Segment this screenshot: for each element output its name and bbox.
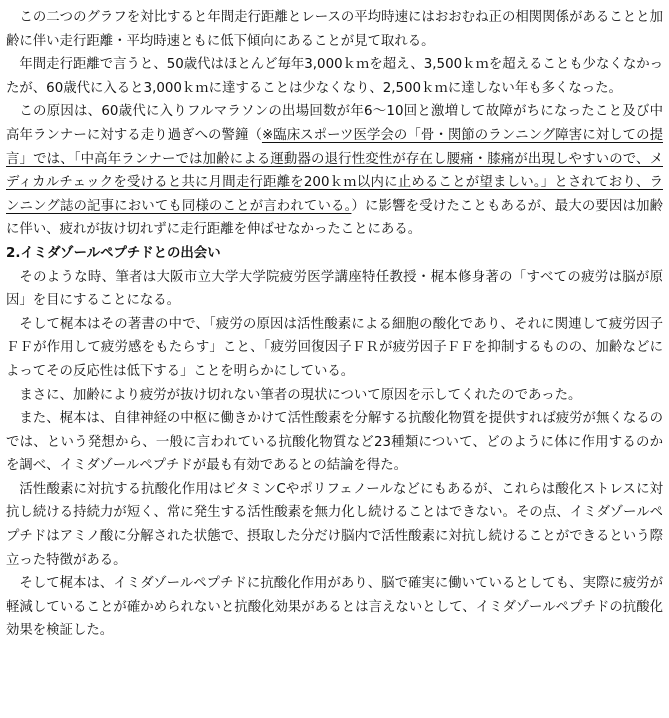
- paragraph-cause: [6, 100, 663, 242]
- paragraph-verification: そして梶本は、イミダゾールペプチドに抗酸化作用があり、脳で確実に働いているとしても、実際に疲労が軽減していることが確かめられないと抗酸化効果があるとは言えないとして、イミダゾールペプチドの抗酸化効果を検証した。: [6, 576, 663, 639]
- cause-text-before: この原因は、60歳代に入りフルマラソンの出場回数が年6～10回と激増して故障がちになったこと及び中高年ランナーに対する走り過ぎへの警鐘（: [6, 104, 663, 143]
- paragraph-graph-comparison: この二つのグラフを対比すると年間走行距離とレースの平均時速にはおおむね正の相関関係があることと加齢に伴い走行距離・平均時速ともに低下傾向にあることが見て取れる。: [6, 10, 663, 49]
- paragraph-imidazole-feature: 活性酸素に対抗する抗酸化作用はビタミンCやポリフェノールなどにもあるが、これらは酸化ストレスに対抗し続ける持続力が短く、常に発生する活性酸素を無力化し続けることはできない。その点、イミダゾールペプチドはアミノ酸に分解された状態で、摂取した分だけ脳内で活性酸素に対抗し続けることができるという際立った特徴がある。: [6, 481, 663, 568]
- paragraph-encounter: そのような時、筆者は大阪市立大学大学院疲労医学講座特任教授・梶本修身著の「すべての疲労は脳が原因」を目にすることになる。: [6, 269, 663, 309]
- paragraph-annual-distance: 年間走行距離で言うと、50歳代はほとんど毎年3,000ｋｍを超え、3,500ｋｍを超えることも少なくなかったが、60歳代に入ると3,000ｋｍに達することは少なくなり、2,500ｋｍに達しない年も多くなった。: [6, 57, 663, 96]
- section-heading: 2.イミダゾールペプチドとの出会い: [6, 245, 221, 261]
- paragraph-fatigue-cause: そして梶本はその著書の中で、「疲労の原因は活性酸素による細胞の酸化であり、それに関連して疲労因子ＦＦが作用して疲労感をもたらす」こと、「疲労回復因子ＦＲが疲労因子ＦＦを抑制するものの、加齢などによってその反応性は低下する」ことを明らかにしている。: [6, 316, 663, 379]
- paragraph-current-state: まさに、加齢により疲労が抜け切れない筆者の現状について原因を示してくれたのであった。: [19, 387, 582, 403]
- cause-text-after: ）に影響を受けたこともあるが、最大の要因は加齢に伴い、疲れが抜け切れずに走行距離を伸ばせなかったことにある。: [6, 198, 664, 238]
- paragraph-antioxidant-study: また、梶本は、自律神経の中枢に働きかけて活性酸素を分解する抗酸化物質を提供すれば疲労が無くなるのでは、という発想から、一般に言われている抗酸化物質など23種類について、どのように体に作用するのかを調べ、イミダゾールペプチドが最も有効であるとの結論を得た。: [6, 411, 663, 474]
- underlined-note: ※臨床スポーツ医学会の「骨・関節のランニング障害に対しての提言」では、「中高年ランナーでは加齢による運動器の退行性変性が存在し腰痛・膝痛が出現しやすいので、メディカルチェックを受けると共に月間走行距離を200ｋｍ以内に止めることが望ましい。」とされており、ランニング誌の記事においても同様のことが言われている。: [6, 127, 663, 214]
